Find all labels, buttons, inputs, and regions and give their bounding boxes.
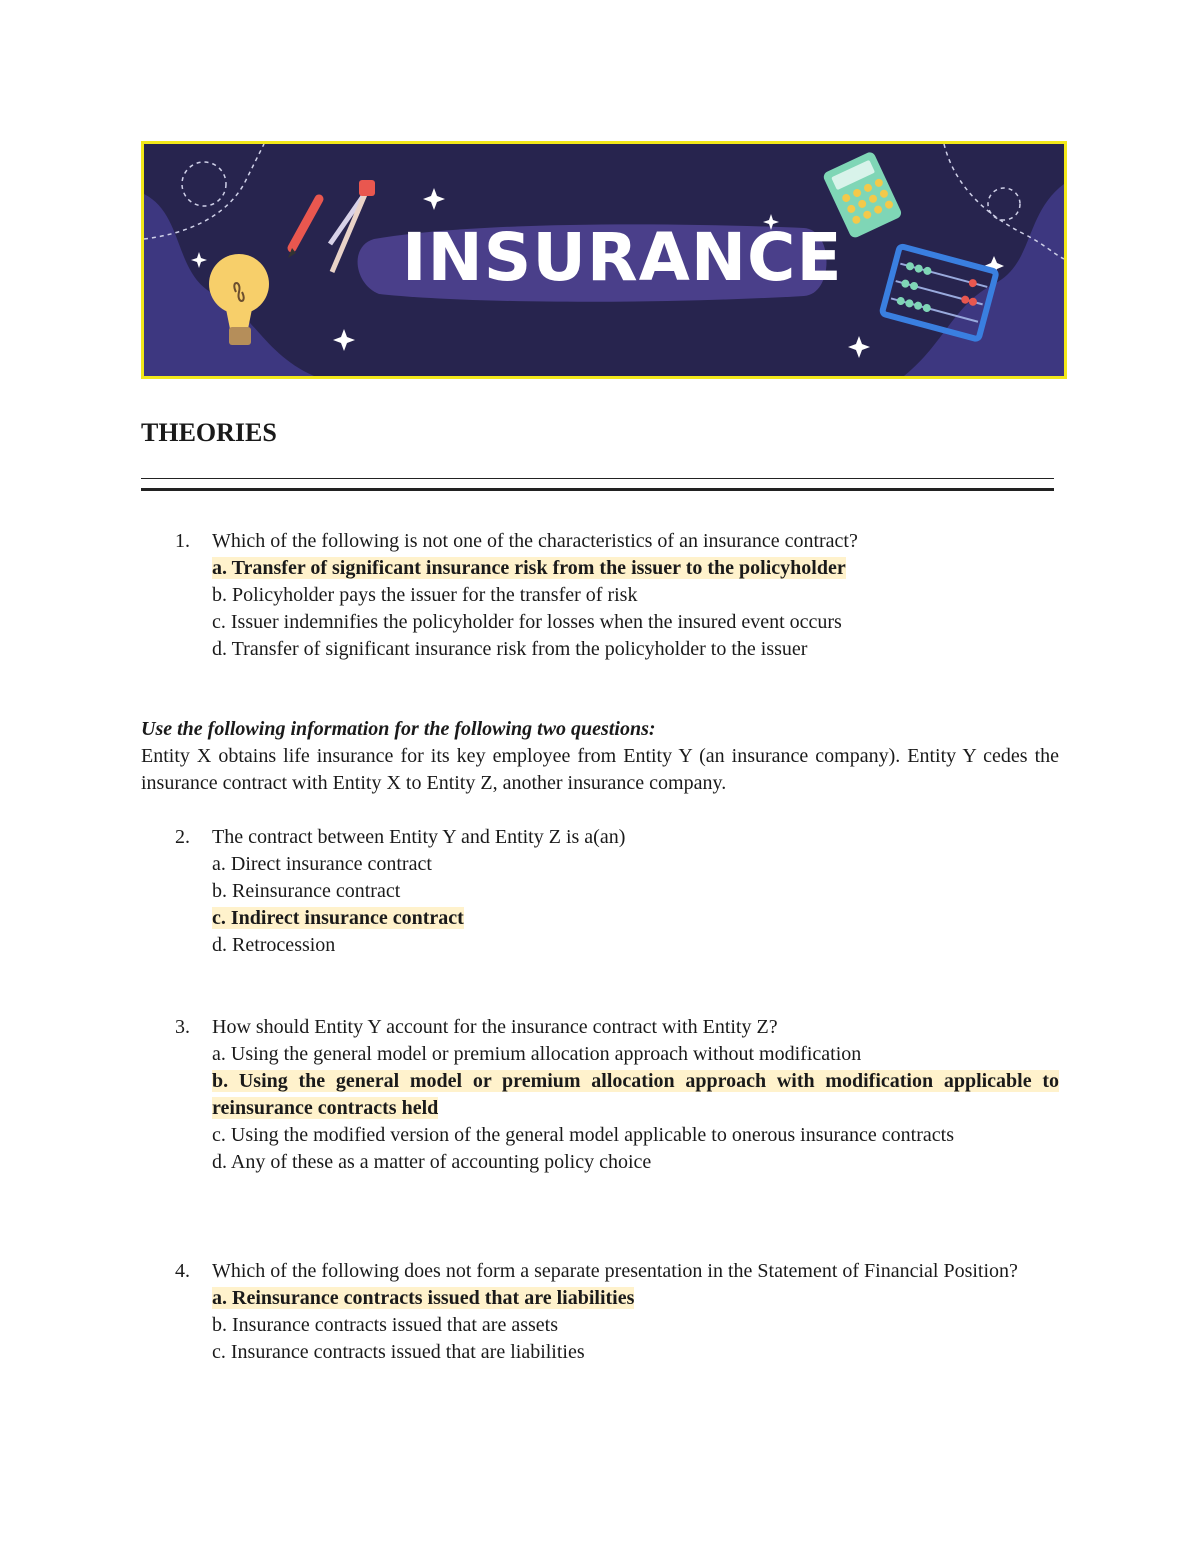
answer-option-a: a. Direct insurance contract xyxy=(212,853,432,875)
answer-option-d: d. Retrocession xyxy=(212,934,336,956)
question-3 xyxy=(175,1014,1059,1176)
question-text: How should Entity Y account for the insurance contract with Entity Z? xyxy=(212,1016,778,1038)
section-heading: THEORIES xyxy=(141,418,277,447)
answer-option-c-correct: c. Indirect insurance contract xyxy=(212,907,464,929)
answer-option-c: c. Using the modified version of the general model applicable to onerous insurance contracts xyxy=(212,1124,954,1146)
answer-option-b: b. Reinsurance contract xyxy=(212,880,401,902)
abacus-icon xyxy=(882,246,997,339)
insurance-banner xyxy=(141,141,1067,379)
question-number: 3. xyxy=(175,1016,190,1038)
answer-option-c: c. Issuer indemnifies the policyholder for losses when the insured event occurs xyxy=(212,611,842,633)
question-text: Which of the following does not form a separate presentation in the Statement of Financial Position? xyxy=(212,1260,1018,1282)
answer-option-d: d. Transfer of significant insurance risk from the policyholder to the issuer xyxy=(212,638,808,660)
answer-option-b: b. Insurance contracts issued that are assets xyxy=(212,1314,558,1336)
question-1 xyxy=(175,528,1059,663)
question-4 xyxy=(175,1258,1059,1366)
banner-title: INSURANCE xyxy=(402,219,843,296)
question-number: 4. xyxy=(175,1260,190,1282)
heading-divider-thin xyxy=(141,478,1054,479)
answer-option-a: a. Using the general model or premium allocation approach without modification xyxy=(212,1043,862,1065)
info-block xyxy=(141,716,1059,797)
answer-option-a-correct: a. Reinsurance contracts issued that are liabilities xyxy=(212,1287,635,1309)
question-text: The contract between Entity Y and Entity Z is a(an) xyxy=(212,826,626,848)
question-number: 1. xyxy=(175,530,190,552)
answer-option-c: c. Insurance contracts issued that are liabilities xyxy=(212,1341,585,1363)
answer-option-a-correct: a. Transfer of significant insurance risk from the issuer to the policyholder xyxy=(212,557,846,579)
question-text: Which of the following is not one of the characteristics of an insurance contract? xyxy=(212,530,858,552)
heading-divider-thick xyxy=(141,488,1054,491)
question-2 xyxy=(175,824,1059,959)
answer-option-b-correct: b. Using the general model or premium allocation approach with modification applicable to reinsurance contracts held xyxy=(212,1070,1059,1119)
answer-option-b: b. Policyholder pays the issuer for the transfer of risk xyxy=(212,584,638,606)
info-note: Use the following information for the following two questions: xyxy=(141,718,656,740)
question-number: 2. xyxy=(175,826,190,848)
answer-option-d: d. Any of these as a matter of accounting policy choice xyxy=(212,1151,652,1173)
info-text: Entity X obtains life insurance for its key employee from Entity Y (an insurance company). Entity Y cedes the insurance contract with Entity X to Entity Z, another insurance company. xyxy=(141,745,1059,794)
